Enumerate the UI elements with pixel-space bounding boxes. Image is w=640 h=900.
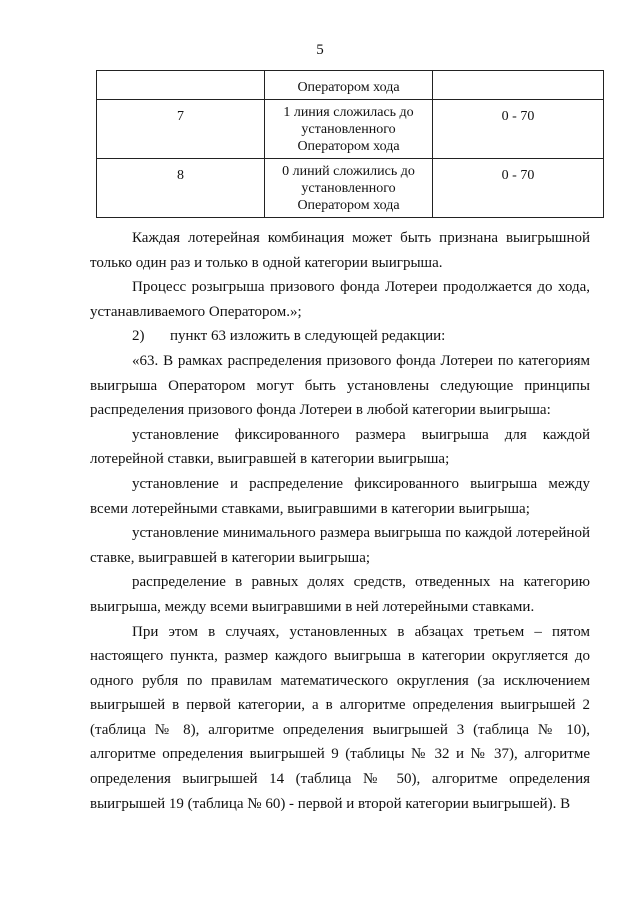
table-cell-number xyxy=(97,71,265,100)
table-cell-share xyxy=(433,71,604,100)
paragraph: установление и распределение фиксированного выигрыша между всеми лотерейными ставками, выигравшими в категории выигрыша; xyxy=(90,475,590,517)
table-cell-condition: 0 линий сложились до установленного Оператором хода xyxy=(265,159,433,218)
document-body xyxy=(90,226,590,816)
paragraph: При этом в случаях, установленных в абзацах третьем – пятом настоящего пункта, размер каждого выигрыша в категории округляется до одного рубля по правилам математического округления (за исключением выигрышей в первой категории, а в алгоритме определения выигрышей 2 (таблица № 8), алгоритме определения выигрышей 3 (таблица № 10), алгоритме определения выигрышей 9 (таблицы № 32 и № 37), алгоритме определения выигрышей 14 (таблица № 50), алгоритме определения выигрышей 19 (таблица № 60) - первой и второй категории выигрышей). В xyxy=(90,623,590,812)
paragraph: распределение в равных долях средств, отведенных на категорию выигрыша, между всеми выигравшими в ней лотерейными ставками. xyxy=(90,574,590,615)
paragraph: установление фиксированного размера выигрыша для каждой лотерейной ставки, выигравшей в категории выигрыша; xyxy=(90,426,590,468)
item-number: 2) xyxy=(132,328,145,345)
table-cell-share: 0 - 70 xyxy=(433,100,604,159)
item-text: пункт 63 изложить в следующей редакции: xyxy=(170,328,446,345)
paragraph: установление минимального размера выигрыша по каждой лотерейной ставке, выигравшей в категории выигрыша; xyxy=(90,525,590,566)
lottery-category-table xyxy=(96,70,604,218)
table-cell-number: 8 xyxy=(97,159,265,218)
table-cell-share: 0 - 70 xyxy=(433,159,604,218)
page-number: 5 xyxy=(316,42,324,58)
paragraph: Каждая лотерейная комбинация может быть признана выигрышной только один раз и только в одной категории выигрыша. xyxy=(90,230,590,271)
table-cell-condition: Оператором хода xyxy=(265,71,433,100)
paragraph: Процесс розыгрыша призового фонда Лотереи продолжается до хода, устанавливаемого Оператором.»; xyxy=(90,279,590,320)
table-cell-condition: 1 линия сложилась до установленного Оператором хода xyxy=(265,100,433,159)
table-cell-number: 7 xyxy=(97,100,265,159)
table-row xyxy=(97,100,604,159)
paragraph: «63. В рамках распределения призового фонда Лотереи по категориям выигрыша Оператором могут быть установлены следующие принципы распределения призового фонда Лотереи в любой категории выигрыша: xyxy=(90,352,590,419)
table-row xyxy=(97,159,604,218)
table-row xyxy=(97,71,604,100)
list-item xyxy=(90,324,590,349)
